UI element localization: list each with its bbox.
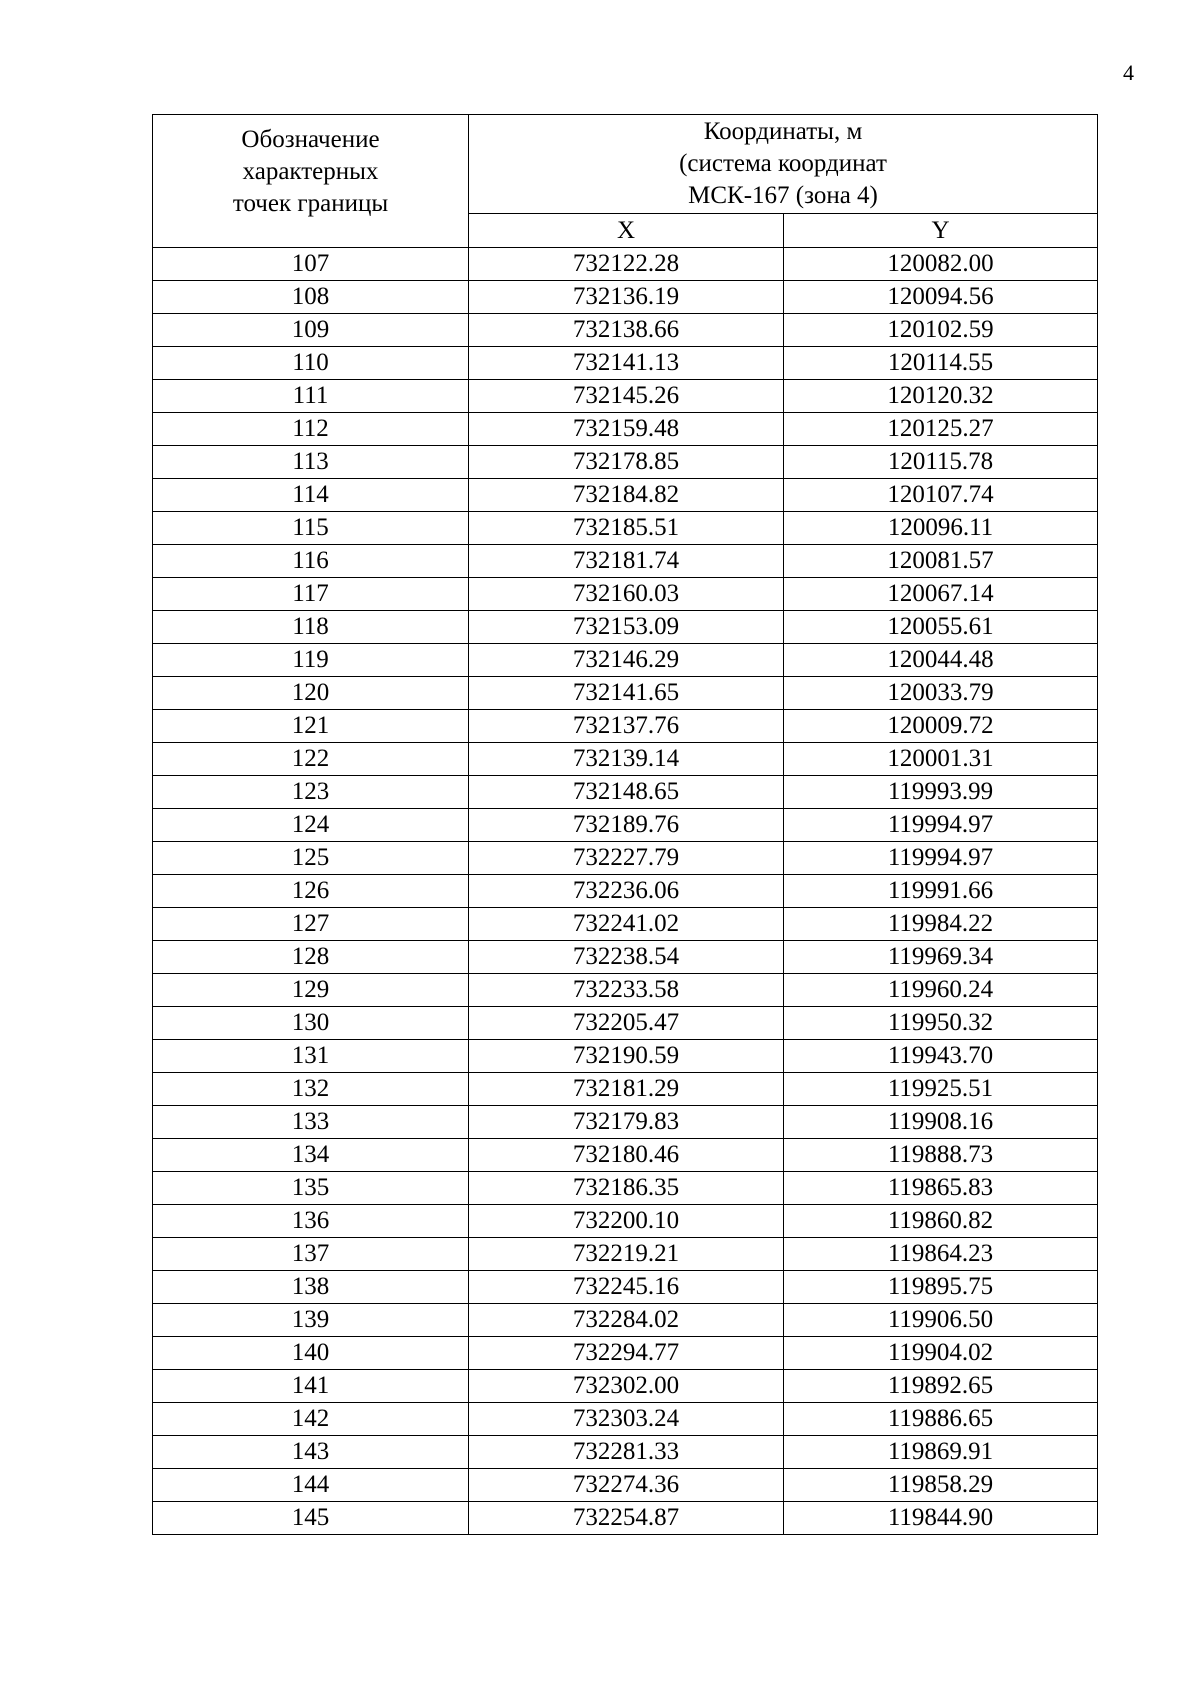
point-id-cell: 113 <box>153 446 469 479</box>
point-id-cell: 109 <box>153 314 469 347</box>
header-text-line: МСК-167 (зона 4) <box>688 182 878 209</box>
point-id-cell: 111 <box>153 380 469 413</box>
x-coordinate-cell: 732303.24 <box>469 1403 784 1436</box>
y-coordinate-cell: 120120.32 <box>784 380 1098 413</box>
point-id-cell: 138 <box>153 1271 469 1304</box>
x-coordinate-cell: 732184.82 <box>469 479 784 512</box>
table-row <box>153 1304 1098 1337</box>
y-coordinate-cell: 119864.23 <box>784 1238 1098 1271</box>
x-coordinate-cell: 732180.46 <box>469 1139 784 1172</box>
y-coordinate-cell: 119869.91 <box>784 1436 1098 1469</box>
table-row <box>153 677 1098 710</box>
y-coordinate-cell: 119993.99 <box>784 776 1098 809</box>
point-id-cell: 126 <box>153 875 469 908</box>
table-row <box>153 545 1098 578</box>
x-coordinate-cell: 732302.00 <box>469 1370 784 1403</box>
table-row <box>153 611 1098 644</box>
point-id-cell: 134 <box>153 1139 469 1172</box>
table-row <box>153 1370 1098 1403</box>
table-header <box>153 115 1098 248</box>
x-coordinate-cell: 732136.19 <box>469 281 784 314</box>
point-id-cell: 128 <box>153 941 469 974</box>
table-row <box>153 809 1098 842</box>
x-coordinate-cell: 732141.13 <box>469 347 784 380</box>
x-coordinate-cell: 732281.33 <box>469 1436 784 1469</box>
x-coordinate-cell: 732245.16 <box>469 1271 784 1304</box>
y-coordinate-cell: 120115.78 <box>784 446 1098 479</box>
table-row <box>153 1172 1098 1205</box>
y-coordinate-cell: 119969.34 <box>784 941 1098 974</box>
point-id-cell: 133 <box>153 1106 469 1139</box>
table-row <box>153 710 1098 743</box>
header-text-line: Координаты, м <box>703 118 863 145</box>
y-coordinate-cell: 119991.66 <box>784 875 1098 908</box>
y-coordinate-cell: 119895.75 <box>784 1271 1098 1304</box>
table-row <box>153 380 1098 413</box>
x-coordinate-cell: 732186.35 <box>469 1172 784 1205</box>
y-coordinate-cell: 119960.24 <box>784 974 1098 1007</box>
table-row <box>153 479 1098 512</box>
x-coordinate-cell: 732139.14 <box>469 743 784 776</box>
table-row <box>153 974 1098 1007</box>
table-row <box>153 875 1098 908</box>
point-id-cell: 110 <box>153 347 469 380</box>
y-coordinate-cell: 119865.83 <box>784 1172 1098 1205</box>
header-text-line: точек границы <box>232 190 389 217</box>
x-column-header: X <box>469 214 784 248</box>
x-coordinate-cell: 732153.09 <box>469 611 784 644</box>
y-coordinate-cell: 120044.48 <box>784 644 1098 677</box>
table-row <box>153 1436 1098 1469</box>
y-coordinate-cell: 120067.14 <box>784 578 1098 611</box>
point-id-cell: 124 <box>153 809 469 842</box>
point-id-cell: 131 <box>153 1040 469 1073</box>
table-row <box>153 347 1098 380</box>
y-coordinate-cell: 119908.16 <box>784 1106 1098 1139</box>
x-coordinate-cell: 732219.21 <box>469 1238 784 1271</box>
header-text-line: (система координат <box>679 150 887 177</box>
table-row <box>153 578 1098 611</box>
table-row <box>153 644 1098 677</box>
x-coordinate-cell: 732159.48 <box>469 413 784 446</box>
y-coordinate-cell: 119858.29 <box>784 1469 1098 1502</box>
y-column-header: Y <box>784 214 1098 248</box>
table-row <box>153 1040 1098 1073</box>
y-coordinate-cell: 120055.61 <box>784 611 1098 644</box>
x-coordinate-cell: 732238.54 <box>469 941 784 974</box>
page-number: 4 <box>1123 60 1134 85</box>
y-coordinate-cell: 120033.79 <box>784 677 1098 710</box>
y-coordinate-cell: 119844.90 <box>784 1502 1098 1535</box>
y-coordinate-cell: 119950.32 <box>784 1007 1098 1040</box>
point-id-cell: 116 <box>153 545 469 578</box>
y-coordinate-cell: 119892.65 <box>784 1370 1098 1403</box>
coordinates-header <box>469 115 1098 214</box>
table-row <box>153 1007 1098 1040</box>
y-coordinate-cell: 120114.55 <box>784 347 1098 380</box>
x-coordinate-cell: 732137.76 <box>469 710 784 743</box>
point-id-cell: 117 <box>153 578 469 611</box>
point-id-cell: 140 <box>153 1337 469 1370</box>
x-coordinate-cell: 732160.03 <box>469 578 784 611</box>
point-id-cell: 120 <box>153 677 469 710</box>
x-coordinate-cell: 732205.47 <box>469 1007 784 1040</box>
y-coordinate-cell: 119984.22 <box>784 908 1098 941</box>
y-coordinate-cell: 120009.72 <box>784 710 1098 743</box>
header-row <box>153 115 1098 214</box>
table-row <box>153 512 1098 545</box>
point-id-cell: 143 <box>153 1436 469 1469</box>
point-id-cell: 127 <box>153 908 469 941</box>
x-coordinate-cell: 732179.83 <box>469 1106 784 1139</box>
point-id-cell: 123 <box>153 776 469 809</box>
table-row <box>153 1337 1098 1370</box>
table-row <box>153 743 1098 776</box>
table-row <box>153 1502 1098 1535</box>
x-coordinate-cell: 732145.26 <box>469 380 784 413</box>
table-row <box>153 776 1098 809</box>
x-coordinate-cell: 732236.06 <box>469 875 784 908</box>
point-id-cell: 114 <box>153 479 469 512</box>
y-coordinate-cell: 119904.02 <box>784 1337 1098 1370</box>
table-row <box>153 446 1098 479</box>
table-row <box>153 314 1098 347</box>
point-id-cell: 119 <box>153 644 469 677</box>
table-row <box>153 941 1098 974</box>
y-coordinate-cell: 120102.59 <box>784 314 1098 347</box>
point-id-cell: 121 <box>153 710 469 743</box>
y-coordinate-cell: 119994.97 <box>784 809 1098 842</box>
table-row <box>153 281 1098 314</box>
point-id-cell: 137 <box>153 1238 469 1271</box>
x-coordinate-cell: 732241.02 <box>469 908 784 941</box>
table-row <box>153 1469 1098 1502</box>
y-coordinate-cell: 119943.70 <box>784 1040 1098 1073</box>
table-row <box>153 908 1098 941</box>
x-coordinate-cell: 732284.02 <box>469 1304 784 1337</box>
table-row <box>153 842 1098 875</box>
point-id-cell: 108 <box>153 281 469 314</box>
x-coordinate-cell: 732181.74 <box>469 545 784 578</box>
x-coordinate-cell: 732294.77 <box>469 1337 784 1370</box>
point-id-cell: 115 <box>153 512 469 545</box>
y-coordinate-cell: 119860.82 <box>784 1205 1098 1238</box>
point-id-cell: 142 <box>153 1403 469 1436</box>
table-row <box>153 1106 1098 1139</box>
table-row <box>153 1139 1098 1172</box>
point-id-cell: 125 <box>153 842 469 875</box>
x-coordinate-cell: 732146.29 <box>469 644 784 677</box>
table-row <box>153 413 1098 446</box>
x-coordinate-cell: 732148.65 <box>469 776 784 809</box>
x-coordinate-cell: 732274.36 <box>469 1469 784 1502</box>
x-coordinate-cell: 732185.51 <box>469 512 784 545</box>
y-coordinate-cell: 120107.74 <box>784 479 1098 512</box>
coordinates-table <box>152 114 1098 1535</box>
x-coordinate-cell: 732138.66 <box>469 314 784 347</box>
y-coordinate-cell: 119888.73 <box>784 1139 1098 1172</box>
point-id-cell: 132 <box>153 1073 469 1106</box>
y-coordinate-cell: 120125.27 <box>784 413 1098 446</box>
point-id-cell: 129 <box>153 974 469 1007</box>
point-id-cell: 141 <box>153 1370 469 1403</box>
point-id-cell: 130 <box>153 1007 469 1040</box>
y-coordinate-cell: 119906.50 <box>784 1304 1098 1337</box>
point-id-cell: 145 <box>153 1502 469 1535</box>
point-id-cell: 135 <box>153 1172 469 1205</box>
x-coordinate-cell: 732189.76 <box>469 809 784 842</box>
table-row <box>153 1238 1098 1271</box>
table-row <box>153 1073 1098 1106</box>
x-coordinate-cell: 732178.85 <box>469 446 784 479</box>
x-coordinate-cell: 732254.87 <box>469 1502 784 1535</box>
point-id-cell: 107 <box>153 248 469 281</box>
y-coordinate-cell: 119886.65 <box>784 1403 1098 1436</box>
table-row <box>153 1205 1098 1238</box>
y-coordinate-cell: 120096.11 <box>784 512 1098 545</box>
point-id-cell: 112 <box>153 413 469 446</box>
y-coordinate-cell: 119994.97 <box>784 842 1098 875</box>
point-id-cell: 144 <box>153 1469 469 1502</box>
table-row <box>153 1271 1098 1304</box>
x-coordinate-cell: 732227.79 <box>469 842 784 875</box>
y-coordinate-cell: 120001.31 <box>784 743 1098 776</box>
header-text-line: характерных <box>242 158 379 185</box>
point-id-cell: 136 <box>153 1205 469 1238</box>
point-id-cell: 139 <box>153 1304 469 1337</box>
table-row <box>153 1403 1098 1436</box>
point-id-cell: 122 <box>153 743 469 776</box>
header-text-line: Обозначение <box>241 126 380 153</box>
x-coordinate-cell: 732181.29 <box>469 1073 784 1106</box>
point-id-cell: 118 <box>153 611 469 644</box>
x-coordinate-cell: 732122.28 <box>469 248 784 281</box>
table-row <box>153 248 1098 281</box>
x-coordinate-cell: 732233.58 <box>469 974 784 1007</box>
y-coordinate-cell: 120082.00 <box>784 248 1098 281</box>
x-coordinate-cell: 732190.59 <box>469 1040 784 1073</box>
point-designation-header <box>153 115 469 248</box>
y-coordinate-cell: 120081.57 <box>784 545 1098 578</box>
table-body <box>153 248 1098 1535</box>
y-coordinate-cell: 119925.51 <box>784 1073 1098 1106</box>
x-coordinate-cell: 732141.65 <box>469 677 784 710</box>
y-coordinate-cell: 120094.56 <box>784 281 1098 314</box>
x-coordinate-cell: 732200.10 <box>469 1205 784 1238</box>
